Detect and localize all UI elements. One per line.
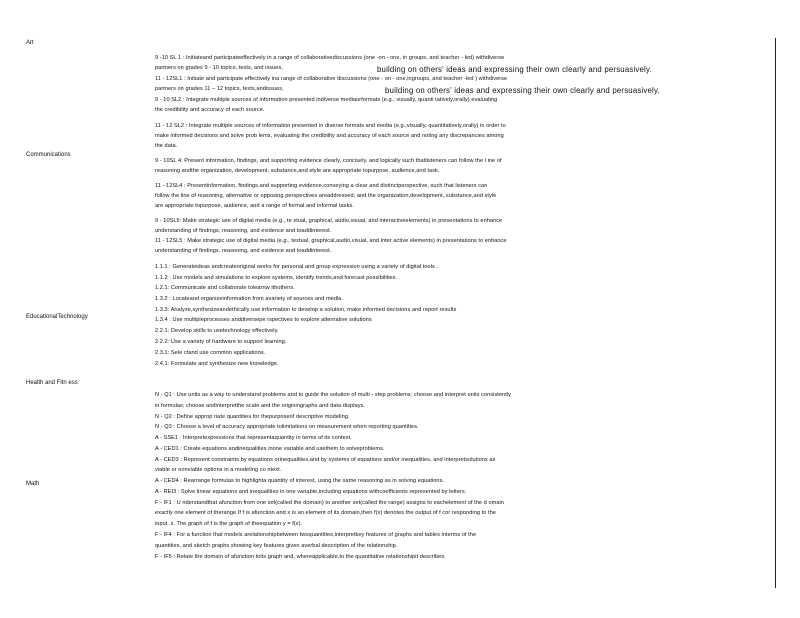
category-health: Health and Fitn ess [26,380,78,386]
standard-line: 2.3.1: Sele ctand use common applications. [155,350,266,356]
standard-line: F - IF4 : For a function that models arelationshipbetween twoquantities,interpretkey features of graphs and tables interms of the [155,532,477,538]
standard-line: A - SSE1 : Interpretexpressions that representaquantity in terms of its context. [155,435,352,441]
standard-line: A - CED1 : Create equations andinequalities inone variable and usethem to solveproblems. [155,446,385,452]
standard-line: in formulas; choose andinterpretthe scale and the originingraphs and data displays. [155,403,366,409]
standard-line: exactly one element of therange.If f is afunction and x is an element of its domain,then f(x) denotes the output of f cor responding to the [155,510,496,516]
standard-line: viable or nonviable options in a modeling co ntext. [155,467,282,473]
standard-line: 1.3.4 : Use multipleprocesses anddiversepe rspectives to explore alternative solutions [155,317,372,323]
standard-line: N - Q3 : Choose a level of accuracy appropriate tolimitations on measurement when reporting quantities. [155,424,419,430]
standard-emphasis-text: building on others' ideas and expressing their own clearly and persuasively. [377,65,652,74]
standard-line: follow the line of reasoning, alternative or opposing perspectives areaddressed, and the organization,development, substance,and style [155,193,497,199]
standard-line: 11 - 12SL5 : Make strategic use of digital media (e.g., textual, graphical,audio,visual, and inter active elements) in presentations to enhance [155,238,507,244]
category-edtech: EducationalTechnology [26,314,88,320]
standard-line: 11 - 12SL4 : Presentinformation, findings,and supporting evidence,conveying a clear and distinctperspective, such that listeners can [155,183,488,189]
category-math: Math [26,481,40,487]
standard-line: 2.2.1: Develop skills to usetechnology effectively. [155,328,279,334]
standard-line: partners on grades 11 – 12 topics, texts,andissues, [155,86,284,92]
standard-line: F - IF1 : U nderstandthat afunction from one set(called the domain) to another set(called the range) assigns to eachelement of the d omain [155,500,504,506]
standard-line: 1.1.2 : Use models and simulations to explore systems, identify trends,and forecast possibilities. [155,275,398,281]
standard-line: A - CED3 : Represent constraints by equations orinequalities,and by systems of equations and/or inequalities, and interpretsolutions as [155,457,496,463]
standard-line: make informed decisions and solve prob lems, evaluating the credibility and accuracy of each source and noting any discrepancies among [155,133,504,139]
standard-line: 9 - 10 SL2 : Integrate multiple sources of information presented indiverse mediaorformats (e.g., visually, quanti tatively,orally) evaluating [155,97,498,103]
standard-line: the credibility and accuracy of each source. [155,107,265,113]
standard-line: A - REI3 : Solve linear equations and inequalities in one variable,including equations withcoefficients represented by letters. [155,489,467,495]
standard-line: N - Q2 : Define approp riate quantities for thepurposeof descriptive modeling. [155,414,350,420]
category-art: Art [26,40,34,46]
standard-line: N - Q1 : Use units as a way to understand problems and to guide the solution of multi - step problems; choose and interpret units consistently [155,392,511,398]
standard-line: reasoning andthe organization, development, substance,and style are appropriate topurpose, audience,and task. [155,168,440,174]
standard-line: F - IF5 : Relate the domain of afunction toits graph and, whereapplicable,to the quantitative relationshipit describes. [155,554,446,560]
standard-line: 9 -10 SL 1 : Initiateand participateeffectively in a range of collaborativediscussions (one -on - one, in groups, and teacher - led) withdiverse [155,55,505,61]
standard-line: 1.1.1 : Generateideas andcreateoriginal works for personal and group expression using a variety of digital tools . [155,264,439,270]
standard-line: 9 - 10SL 4: Present information, findings, and supporting evidence clearly, concisely, and logically such thatlisteners can follow the l ine of [155,158,502,164]
standard-line: 1.3.2 : Locateand organizeinformation from avariety of sources and media. [155,296,344,302]
standard-line: partners on grades 9 - 10 topics, texts, and issues, [155,65,283,71]
standard-emphasis-text: building on others' ideas and expressing their own clearly and persuasively. [385,86,660,95]
vertical-rule [775,38,776,588]
standard-line: 11 - 12 SL2 : Integrate multiple sources of information presented in diverse formats and media (e.g.,visually, quantitatively,orally) in order to [155,123,506,129]
standard-line: 9 - 10SL5: Make strategic use of digital media (e.g., te xtual, graphical, audio,visual, and interactiveelements) in presentations to enhance [155,218,503,224]
standard-line: understanding of findings, reasoning, and evidence and toaddinterest. [155,228,332,234]
standard-line: 1.2.1: Communicate and collaborate tolearnw ithothers. [155,285,295,291]
standard-line: 2.4.1: Formulate and synthesize new knowledge. [155,361,279,367]
standard-line: 2.2.2: Use a variety of hardware to support learning. [155,339,287,345]
category-communications: Communications [26,152,71,158]
standard-line: A - CED4 : Rearrange formulas to highlighta quantity of interest, using the same reasoning as in solving equations. [155,478,445,484]
standard-line: quantities, and sketch graphs showing key features given averbal description of the relationship. [155,543,398,549]
standard-line: 1.3.3: Analyze,synthesizeandethically use information to develop a solution, make informed decisions and report results [155,307,457,313]
standard-line: the data. [155,143,178,149]
standard-line: 11 - 12SL1 : Initiate and participate effectively ina range of collaborative discussions (one - on - one,ingroups, and teacher -led ) withdiverse [155,76,508,82]
standard-line: are appropriate topurpose, audience, and a range of formal and informal tasks. [155,203,354,209]
standard-line: understanding of findings, reasoning, and evidence and toaddinterest. [155,248,332,254]
standard-line: input. x. The graph of f is the graph of theequation y = f(x). [155,521,303,527]
